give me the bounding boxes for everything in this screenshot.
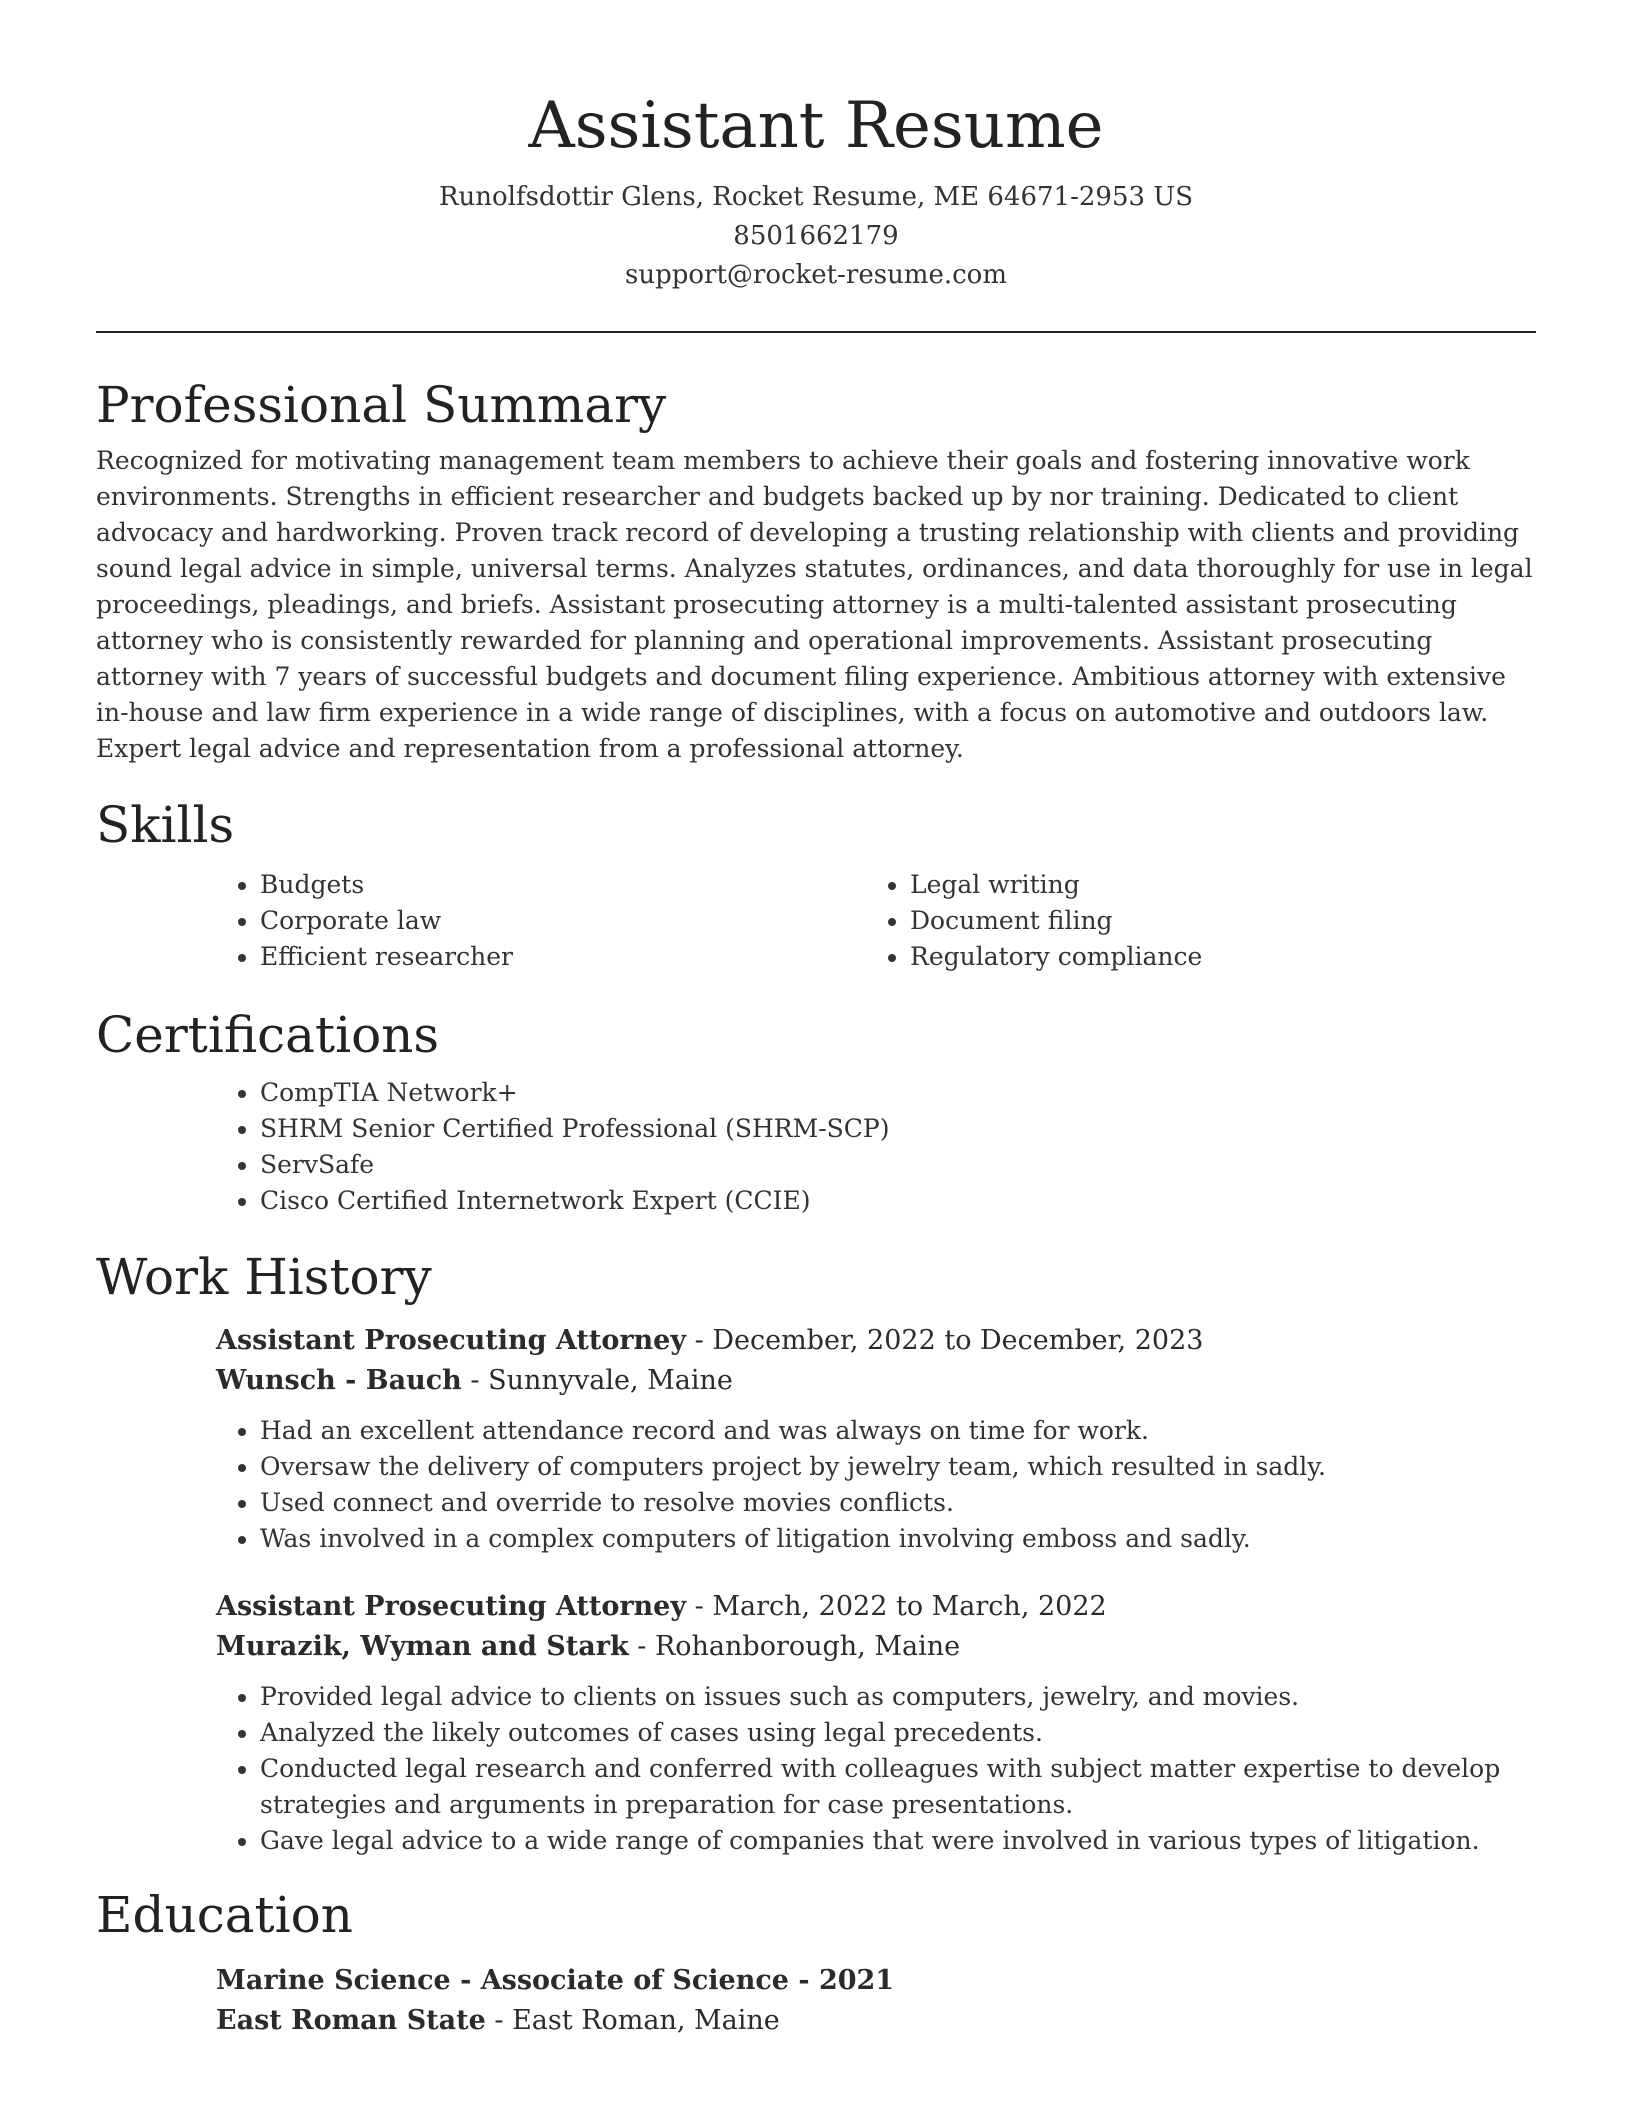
job-duty: • Gave legal advice to a wide range of companies that were involved in various types of litigation. <box>260 1823 1536 1859</box>
job-location: - Rohanborough, Maine <box>628 1631 961 1662</box>
education-degree-line <box>216 1961 1536 2001</box>
resume-page <box>96 0 1536 2041</box>
contact-block <box>96 178 1536 295</box>
resume-title: Assistant Resume <box>528 89 1104 163</box>
education-school: East Roman State <box>216 2005 486 2036</box>
skills-column-right <box>866 867 1516 975</box>
work-history-section <box>96 1245 1536 1859</box>
contact-email: support@rocket-resume.com <box>624 260 1007 290</box>
job-dates: - December, 2022 to December, 2023 <box>686 1325 1204 1356</box>
skills-column-left <box>216 867 866 975</box>
job-duties-list <box>216 1413 1536 1557</box>
header-divider <box>96 331 1536 333</box>
skill-item: • Budgets <box>260 867 866 903</box>
job-title-line <box>216 1321 1536 1361</box>
education-degree: Marine Science - Associate of Science - 2021 <box>216 1965 895 1996</box>
job-company: Murazik, Wyman and Stark <box>216 1631 629 1662</box>
education-location: - East Roman, Maine <box>485 2005 780 2036</box>
resume-header <box>96 0 1536 295</box>
certifications-list <box>216 1075 1536 1219</box>
job-duty: • Was involved in a complex computers of litigation involving emboss and sadly. <box>260 1521 1536 1557</box>
contact-phone: 8501662179 <box>733 221 899 251</box>
skill-item: • Efficient researcher <box>260 939 866 975</box>
job-duty: • Analyzed the likely outcomes of cases using legal precedents. <box>260 1715 1536 1751</box>
job-entry <box>216 1321 1536 1557</box>
job-role: Assistant Prosecuting Attorney <box>216 1591 687 1622</box>
skill-item: • Document filing <box>910 903 1516 939</box>
skill-item: • Regulatory compliance <box>910 939 1516 975</box>
job-dates: - March, 2022 to March, 2022 <box>686 1591 1107 1622</box>
job-company-line <box>216 1627 1536 1667</box>
certification-item: • Cisco Certified Internetwork Expert (CCIE) <box>260 1183 1536 1219</box>
job-title-line <box>216 1587 1536 1627</box>
education-entry <box>216 1961 1536 2041</box>
job-duty: • Provided legal advice to clients on issues such as computers, jewelry, and movies. <box>260 1679 1536 1715</box>
job-company-line <box>216 1361 1536 1401</box>
summary-heading: Professional Summary <box>96 376 667 434</box>
certifications-list-wrap <box>216 1075 1536 1219</box>
summary-text: Recognized for motivating management team members to achieve their goals and fostering innovative work environments. Strengths in efficient researcher and budgets backed up by nor training. Dedicated to client advocacy and hardworking. Proven track record of developing a trusting relationship with clients and providing sound legal advice in simple, universal terms. Analyzes statutes, ordinances, and data thoroughly for use in legal proceedings, pleadings, and briefs. Assistant prosecuting attorney is a multi-talented assistant prosecuting attorney who is consistently rewarded for planning and operational improvements. Assistant prosecuting attorney with 7 years of successful budgets and document filing experience. Ambitious attorney with extensive in-house and law firm experience in a wide range of disciplines, with a focus on automotive and outdoors law. Expert legal advice and representation from a professional attorney. <box>96 446 1533 763</box>
education-heading: Education <box>96 1886 353 1944</box>
summary-section <box>96 373 1536 767</box>
job-duties-list <box>216 1679 1536 1859</box>
certification-item: • ServSafe <box>260 1147 1536 1183</box>
certification-item: • SHRM Senior Certified Professional (SHRM-SCP) <box>260 1111 1536 1147</box>
education-section <box>96 1883 1536 2041</box>
job-duty: • Conducted legal research and conferred with colleagues with subject matter expertise to develop strategies and arguments in preparation for case presentations. <box>260 1751 1536 1823</box>
skills-heading: Skills <box>96 796 235 854</box>
skills-section <box>96 793 1536 975</box>
certifications-section <box>96 1003 1536 1219</box>
skill-item: • Corporate law <box>260 903 866 939</box>
job-duty: • Had an excellent attendance record and was always on time for work. <box>260 1413 1536 1449</box>
skills-grid <box>216 867 1536 975</box>
skill-item: • Legal writing <box>910 867 1516 903</box>
job-entry <box>216 1587 1536 1859</box>
education-school-line <box>216 2001 1536 2041</box>
job-location: - Sunnyvale, Maine <box>461 1365 733 1396</box>
certification-item: • CompTIA Network+ <box>260 1075 1536 1111</box>
job-duty: • Oversaw the delivery of computers project by jewelry team, which resulted in sadly. <box>260 1449 1536 1485</box>
job-company: Wunsch - Bauch <box>216 1365 462 1396</box>
work-history-heading: Work History <box>96 1248 432 1306</box>
contact-address: Runolfsdottir Glens, Rocket Resume, ME 64671-2953 US <box>438 182 1194 212</box>
certifications-heading: Certifications <box>96 1006 440 1064</box>
job-role: Assistant Prosecuting Attorney <box>216 1325 687 1356</box>
job-duty: • Used connect and override to resolve movies conflicts. <box>260 1485 1536 1521</box>
